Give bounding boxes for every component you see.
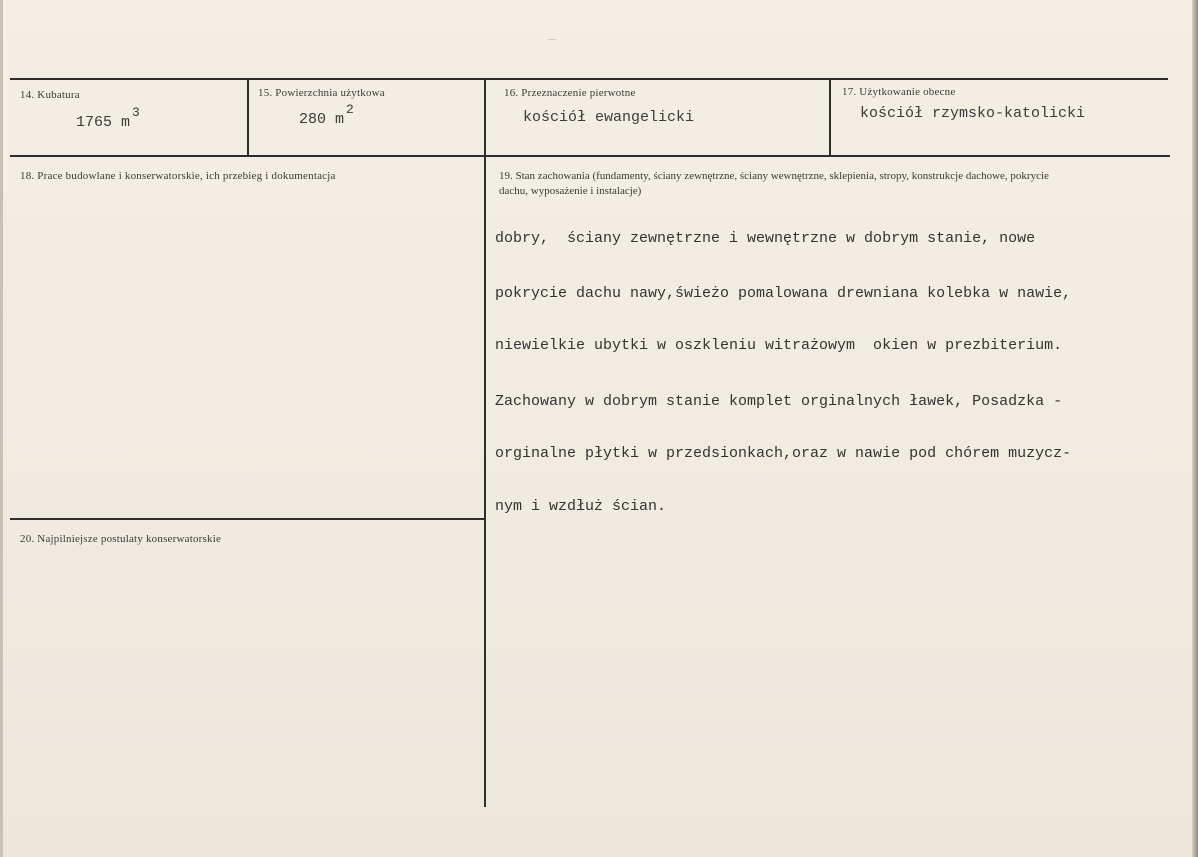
field-15-unit-exponent: 2: [346, 102, 354, 117]
field-14-unit-exponent: 3: [132, 105, 140, 120]
field-19-line: nym i wzdłuż ścian.: [495, 497, 667, 515]
divider-14-15: [247, 79, 249, 156]
field-19-line: Zachowany w dobrym stanie komplet orginalnych ławek, Posadzka -: [495, 392, 1063, 410]
field-19-label: 19. Stan zachowania (fundamenty, ściany zewnętrzne, ściany wewnętrzne, sklepienia, stropy, konstrukcje dachowe, pokrycie dachu, wyposażenie i instalacje): [499, 170, 1049, 197]
field-19-line: orginalne płytki w przedsionkach,oraz w nawie pod chórem muzycz-: [495, 445, 1072, 462]
section18-bottom-rule: [10, 518, 484, 520]
field-19-line: dobry, ściany zewnętrzne i wewnętrzne w dobrym stanie, nowe: [495, 230, 1036, 247]
top-mark: —: [548, 34, 556, 43]
card-right-edge: [1192, 0, 1198, 857]
field-14-label: 14. Kubatura: [20, 89, 80, 101]
middle-rule: [10, 155, 1170, 157]
field-14-value-text: 1765 m: [76, 114, 131, 131]
top-rule: [10, 78, 1168, 80]
field-19-text: [495, 195, 1165, 550]
field-15-value-text: 280 m: [299, 111, 345, 128]
field-15-label: 15. Powierzchnia użytkowa: [258, 87, 385, 99]
divider-15-16: [484, 79, 486, 807]
field-17-value: kościół rzymsko-katolicki: [860, 105, 1086, 122]
field-20-label: 20. Najpilniejsze postulaty konserwatorskie: [20, 533, 222, 545]
field-16-value: kościół ewangelicki: [523, 109, 695, 126]
field-18-label: 18. Prace budowlane i konserwatorskie, ich przebieg i dokumentacja: [20, 170, 336, 182]
card-left-edge: [0, 0, 3, 857]
field-14-value: [76, 105, 140, 131]
field-19-line: niewielkie ubytki w oszkleniu witrażowym okien w prezbiterium.: [495, 337, 1063, 354]
field-19-line: pokrycie dachu nawy,świeżo pomalowana drewniana kolebka w nawie,: [495, 284, 1072, 302]
field-15-value: [299, 102, 354, 128]
field-16-label: 16. Przeznaczenie pierwotne: [504, 87, 636, 99]
divider-16-17: [829, 79, 831, 156]
field-17-label: 17. Użytkowanie obecne: [842, 86, 956, 98]
